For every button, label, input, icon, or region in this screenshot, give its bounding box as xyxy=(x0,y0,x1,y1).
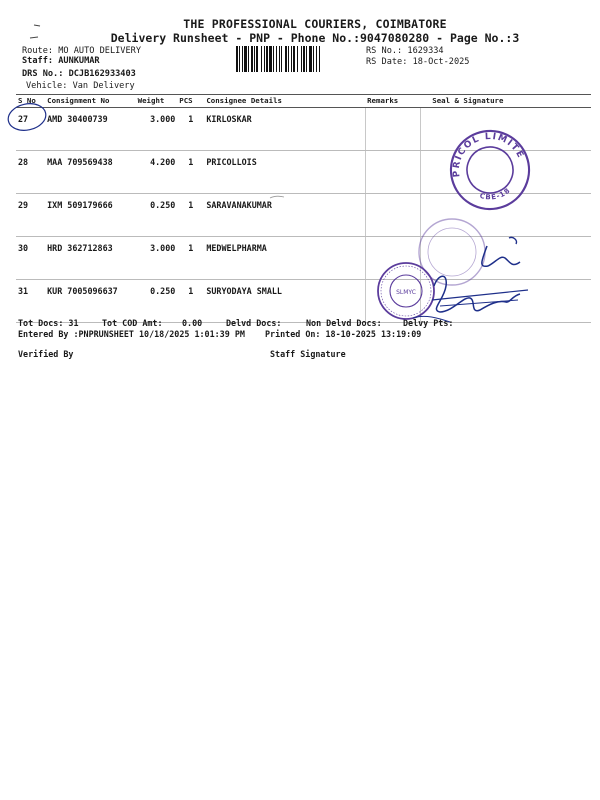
col-header-consignee: Consignee Details xyxy=(204,95,365,108)
staff-label: Staff: AUNKUMAR xyxy=(22,56,100,66)
table-row xyxy=(16,151,591,194)
row-weight: 0.250 xyxy=(136,280,178,323)
table-row xyxy=(16,237,591,280)
table-row xyxy=(16,280,591,323)
total-docs: Tot Docs: 31 xyxy=(18,318,79,328)
col-header-pcs: PCS xyxy=(177,95,204,108)
total-cod-label: Tot COD Amt: xyxy=(102,318,163,328)
row-sno: 30 xyxy=(16,237,45,280)
row-weight: 0.250 xyxy=(136,194,178,237)
rs-date: RS Date: 18-Oct-2025 xyxy=(366,57,470,67)
non-delivered-docs-label: Non Delvd Docs: xyxy=(306,318,382,328)
row-consignment: MAA 709569438 xyxy=(45,151,136,194)
row-sno: 27 xyxy=(16,108,45,151)
row-remarks xyxy=(365,194,420,237)
table-row xyxy=(16,194,591,237)
drs-number: DRS No.: DCJB162933403 xyxy=(22,69,136,79)
row-consignee: SURYODAYA SMALL xyxy=(204,280,365,323)
total-cod-value: 0.00 xyxy=(182,318,203,328)
handwritten-receiver-name: P. Shru xyxy=(390,196,442,218)
handwritten-count: 187 xyxy=(476,164,506,189)
row-consignee: MEDWELPHARMA xyxy=(204,237,365,280)
rs-number: RS No.: 1629334 xyxy=(366,46,444,56)
col-header-remarks: Remarks xyxy=(365,95,420,108)
vehicle-label: Vehicle: Van Delivery xyxy=(26,81,135,91)
row-remarks xyxy=(365,237,420,280)
staff-signature-label: Staff Signature xyxy=(270,349,346,359)
col-header-signature: Seal & Signature xyxy=(420,95,591,108)
row-consignment: KUR 7005096637 xyxy=(45,280,136,323)
row-weight: 4.200 xyxy=(136,151,178,194)
delivered-docs-label: Delvd Docs: xyxy=(226,318,282,328)
route-label: Route: MO AUTO DELIVERY xyxy=(22,46,141,56)
row-consignment: HRD 362712863 xyxy=(45,237,136,280)
runsheet-title: Delivery Runsheet - PNP - Phone No.:9047080280 - Page No.:3 xyxy=(110,31,520,45)
row-consignee: SARAVANAKUMAR xyxy=(204,194,365,237)
row-signature xyxy=(420,108,591,151)
delivery-points-label: Delvy Pts: xyxy=(403,318,454,328)
row-remarks xyxy=(365,151,420,194)
row-sno: 31 xyxy=(16,280,45,323)
row-signature xyxy=(420,194,591,237)
col-header-sno: S No xyxy=(16,95,45,108)
handwritten-initials: TU xyxy=(388,118,422,143)
row-consignee: PRICOLLOIS xyxy=(204,151,365,194)
barcode-icon xyxy=(236,46,360,72)
row-weight: 3.000 xyxy=(136,108,178,151)
row-sno: 29 xyxy=(16,194,45,237)
table-row xyxy=(16,108,591,151)
row-pcs: 1 xyxy=(177,280,204,323)
stamp-pricol-lower: CBE-18 xyxy=(478,186,513,202)
row-pcs: 1 xyxy=(177,237,204,280)
stamp-pricol-text: PRICOL LIMITED xyxy=(451,131,526,178)
entered-by: Entered By :PNPRUNSHEET 10/18/2025 1:01:39 PM xyxy=(18,329,245,339)
row-remarks xyxy=(365,280,420,323)
company-name: THE PROFESSIONAL COURIERS, COIMBATORE xyxy=(183,17,447,31)
row-pcs: 1 xyxy=(177,194,204,237)
delivery-table xyxy=(16,94,591,323)
col-header-consignment: Consignment No xyxy=(45,95,136,108)
row-consignment: IXM 509179666 xyxy=(45,194,136,237)
row-remarks xyxy=(365,108,420,151)
table-header-row xyxy=(16,95,591,108)
printed-on: Printed On: 18-10-2025 13:19:09 xyxy=(265,329,422,339)
row-signature xyxy=(420,280,591,323)
col-header-weight: Weight xyxy=(136,95,178,108)
handwritten-phone: 9842249023 xyxy=(413,220,504,243)
row-signature xyxy=(420,237,591,280)
row-pcs: 1 xyxy=(177,108,204,151)
row-pcs: 1 xyxy=(177,151,204,194)
row-consignee: KIRLOSKAR xyxy=(204,108,365,151)
row-consignment: AMD 30400739 xyxy=(45,108,136,151)
row-sno: 28 xyxy=(16,151,45,194)
row-signature xyxy=(420,151,591,194)
verified-by-label: Verified By xyxy=(18,349,74,359)
seal-center-text: SLMYC xyxy=(396,289,416,296)
row-weight: 3.000 xyxy=(136,237,178,280)
